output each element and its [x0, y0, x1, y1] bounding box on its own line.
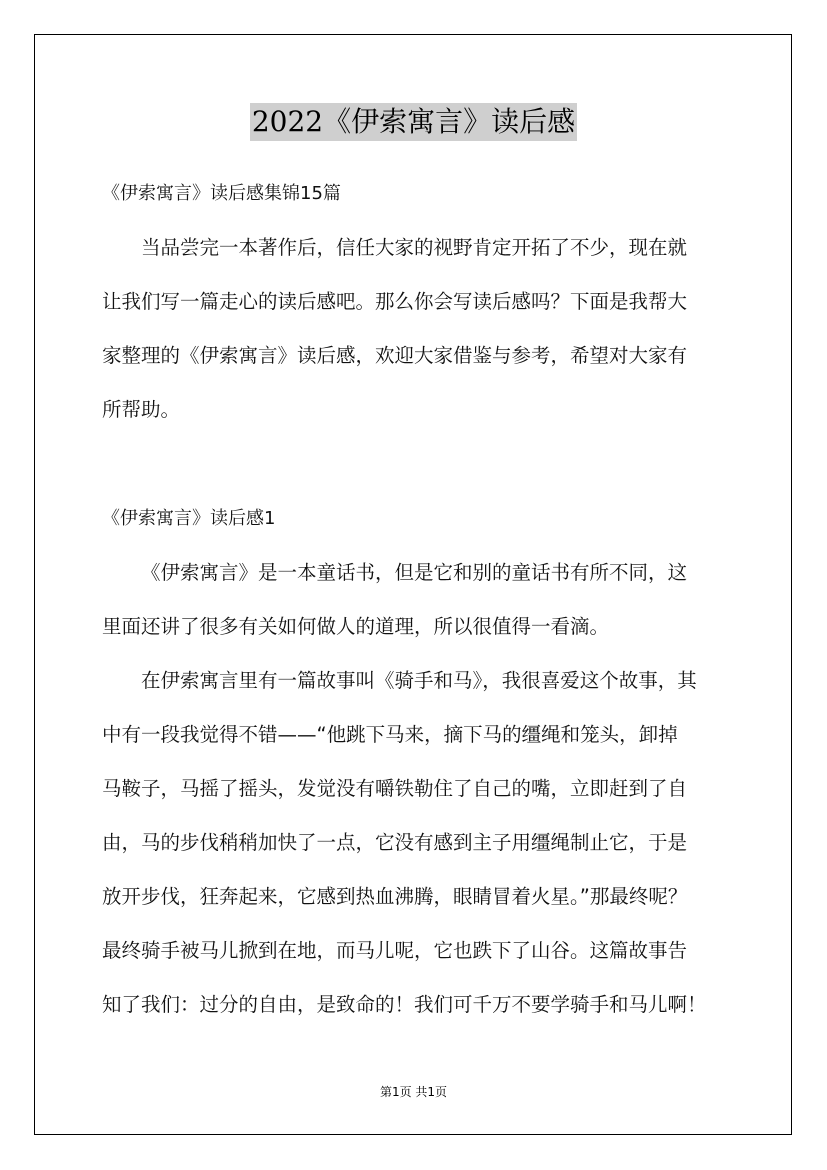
para2-line-6: 最终骑手被马儿掀到在地，而马儿呢，它也跌下了山谷。这篇故事告 — [102, 939, 688, 962]
section-heading: 《伊索寓言》读后感1 — [102, 508, 276, 529]
para2-line-4: 由，马的步伐稍稍加快了一点，它没有感到主子用缰绳制止它，于是 — [102, 831, 688, 854]
para2-line-3: 马鞍子，马摇了摇头，发觉没有嚼铁勒住了自己的嘴，立即赶到了自 — [102, 777, 688, 800]
intro-line-2: 让我们写一篇走心的读后感吧。那么你会写读后感吗？下面是我帮大 — [102, 290, 688, 313]
intro-line-3: 家整理的《伊索寓言》读后感，欢迎大家借鉴与参考，希望对大家有 — [102, 344, 688, 367]
para2-line-2: 中有一段我觉得不错——“他跳下马来，摘下马的缰绳和笼头，卸掉 — [102, 723, 678, 746]
para2-line-7: 知了我们：过分的自由，是致命的！我们可千万不要学骑手和马儿啊！ — [102, 993, 707, 1016]
para2-line-1: 在伊索寓言里有一篇故事叫《骑手和马》，我很喜爱这个故事，其 — [141, 669, 697, 692]
page-footer: 第1页 共1页 — [379, 1085, 448, 1099]
subtitle: 《伊索寓言》读后感集锦15篇 — [102, 183, 341, 204]
para2-line-5: 放开步伐，狂奔起来，它感到热血沸腾，眼睛冒着火星。”那最终呢？ — [102, 885, 688, 908]
title-container — [0, 103, 827, 141]
intro-line-1: 当品尝完一本著作后，信任大家的视野肯定开拓了不少，现在就 — [141, 236, 688, 259]
para1-line-1: 《伊索寓言》是一本童话书，但是它和别的童话书有所不同，这 — [141, 561, 688, 584]
intro-line-4: 所帮助。 — [102, 398, 181, 421]
para1-line-2: 里面还讲了很多有关如何做人的道理，所以很值得一看滴。 — [102, 615, 610, 638]
document-title: 2022《伊索寓言》读后感 — [250, 103, 577, 141]
